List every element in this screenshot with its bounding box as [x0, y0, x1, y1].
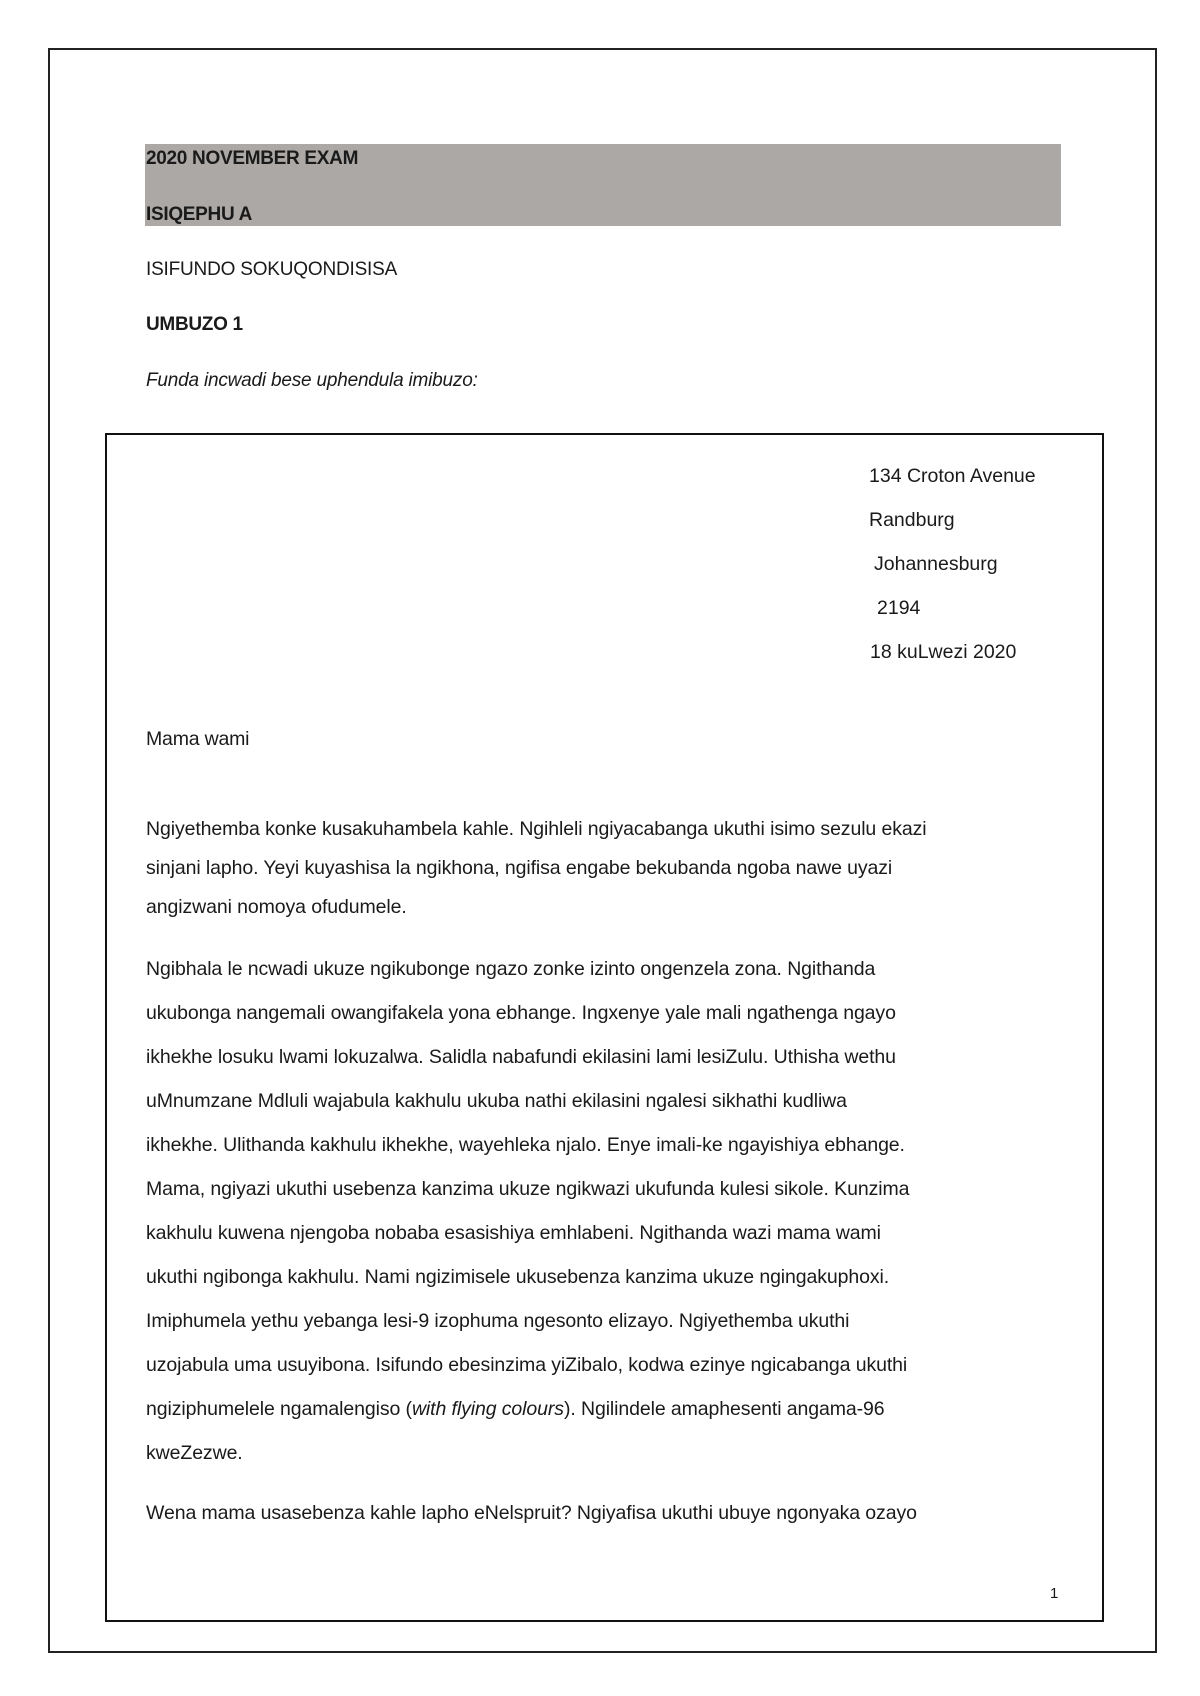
paragraph-line: Imiphumela yethu yebanga lesi-9 izophuma ngesonto elizayo. Ngiyethemba ukuthi: [146, 1310, 850, 1332]
paragraph-line: Mama, ngiyazi ukuthi usebenza kanzima ukuze ngikwazi ukufunda kulesi sikole. Kunzima: [146, 1178, 910, 1200]
paragraph-line: sinjani lapho. Yeyi kuyashisa la ngikhona, ngifisa engabe bekubanda ngoba nawe uyazi: [146, 857, 893, 879]
address-code: 2194: [877, 597, 921, 619]
letter-greeting: Mama wami: [146, 728, 250, 750]
paragraph-line: kakhulu kuwena njengoba nobaba esasishiya emhlabeni. Ngithanda wazi mama wami: [146, 1222, 881, 1244]
letter-paragraph-1: [146, 810, 1066, 927]
letter-date: 18 kuLwezi 2020: [870, 641, 1017, 663]
paragraph-line: kweZezwe.: [146, 1442, 243, 1464]
question-heading: UMBUZO 1: [146, 314, 243, 335]
paragraph-line: ukuthi ngibonga kakhulu. Nami ngizimisele ukusebenza kanzima ukuze ngingakuphoxi.: [146, 1266, 890, 1288]
letter-paragraph-3: Wena mama usasebenza kahle lapho eNelspruit? Ngiyafisa ukuthi ubuye ngonyaka ozayo: [146, 1502, 917, 1524]
subject-heading: ISIFUNDO SOKUQONDISISA: [146, 259, 398, 280]
address-street: 134 Croton Avenue: [869, 465, 1036, 487]
paragraph-line: Ngiyethemba konke kusakuhambela kahle. Ngihleli ngiyacabanga ukuthi isimo sezulu ekazi: [146, 818, 927, 840]
paragraph-line: ikhekhe. Ulithanda kakhulu ikhekhe, wayehleka njalo. Enye imali-ke ngayishiya ebhange.: [146, 1134, 905, 1156]
text-run: ngiziphumelele ngamalengiso (: [146, 1398, 412, 1420]
instruction-text: Funda incwadi bese uphendula imibuzo:: [146, 370, 478, 391]
paragraph-line: ikhekhe losuku lwami lokuzalwa. Salidla nabafundi ekilasini lami lesiZulu. Uthisha wethu: [146, 1046, 896, 1068]
italic-phrase: with flying colours: [411, 1398, 564, 1420]
paragraph-line: uMnumzane Mdluli wajabula kakhulu ukuba nathi ekilasini ngalesi sikhathi kudliwa: [146, 1090, 847, 1112]
address-suburb: Randburg: [869, 509, 955, 531]
address-city: Johannesburg: [874, 553, 998, 575]
letter-paragraph-2: [146, 947, 1066, 1464]
paragraph-line: angizwani nomoya ofudumele.: [146, 896, 407, 918]
paragraph-line: uzojabula uma usuyibona. Isifundo ebesinzima yiZibalo, kodwa ezinye ngicabanga ukuthi: [146, 1354, 908, 1376]
paragraph-line: ukubonga nangemali owangifakela yona ebhange. Ingxenye yale mali ngathenga ngayo: [146, 1002, 896, 1024]
paragraph-line: [146, 1387, 1066, 1431]
paragraph-line: Ngibhala le ncwadi ukuze ngikubonge ngazo zonke izinto ongenzela zona. Ngithanda: [146, 958, 876, 980]
text-run: ). Ngilindele amaphesenti angama-96: [563, 1398, 885, 1420]
section-heading: ISIQEPHU A: [146, 204, 253, 225]
page-number: 1: [1050, 1585, 1059, 1602]
exam-title: 2020 NOVEMBER EXAM: [146, 148, 359, 169]
